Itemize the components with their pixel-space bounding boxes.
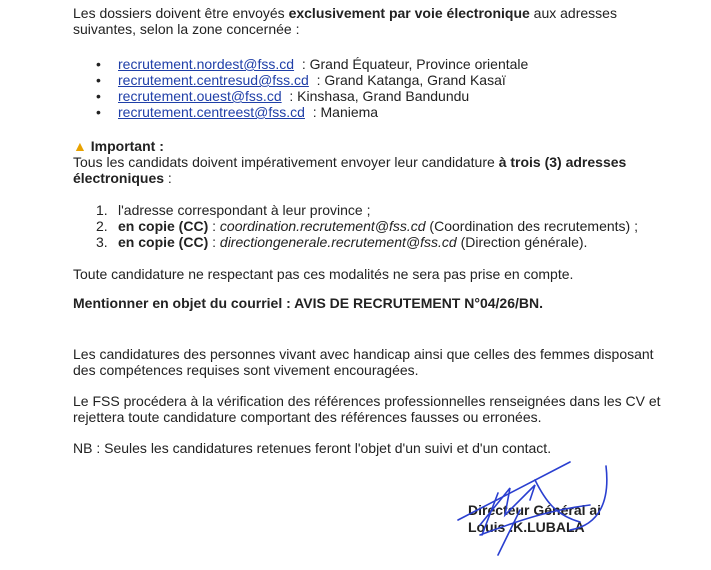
- warning-icon: ▲: [73, 138, 87, 154]
- step-item: en copie (CC) : coordination.recrutement@fss.cd (Coordination des recrutements) ;: [118, 218, 638, 234]
- email-link[interactable]: recrutement.centresud@fss.cd: [118, 72, 309, 88]
- nb-text: NB : Seules les candidatures retenues feront l'objet d'un suivi et d'un contact.: [73, 440, 552, 456]
- email-link[interactable]: recrutement.centreest@fss.cd: [118, 104, 305, 120]
- handicap-line-2: des compétences requises sont vivement encouragées.: [73, 362, 419, 378]
- email-link[interactable]: recrutement.ouest@fss.cd: [118, 88, 282, 104]
- important-heading: ▲ Important :: [73, 138, 164, 154]
- list-item: recrutement.ouest@fss.cd : Kinshasa, Grand Bandundu: [118, 88, 470, 104]
- intro-line-2: suivantes, selon la zone concernée :: [73, 21, 300, 37]
- verif-line-1: Le FSS procédera à la vérification des références professionnelles renseignées dans les CV et: [73, 393, 661, 409]
- signatory-title: Directeur Général ai: [468, 502, 602, 518]
- step-number: 1.: [96, 202, 108, 218]
- handicap-line-1: Les candidatures des personnes vivant avec handicap ainsi que celles des femmes disposant: [73, 346, 654, 362]
- bullet: •: [96, 88, 101, 104]
- subject-text: Mentionner en objet du courriel : AVIS DE RECRUTEMENT N°04/26/BN.: [73, 295, 543, 311]
- list-item: recrutement.nordest@fss.cd : Grand Équateur, Province orientale: [118, 56, 529, 72]
- step-item: l'adresse correspondant à leur province ;: [118, 202, 371, 218]
- step-item: en copie (CC) : directiongenerale.recrutement@fss.cd (Direction générale).: [118, 234, 588, 250]
- list-item: recrutement.centresud@fss.cd : Grand Katanga, Grand Kasaï: [118, 72, 506, 88]
- bullet: •: [96, 56, 101, 72]
- bullet: •: [96, 72, 101, 88]
- list-item: recrutement.centreest@fss.cd : Maniema: [118, 104, 379, 120]
- important-line-1: Tous les candidats doivent impérativement envoyer leur candidature à trois (3) adresses: [73, 154, 627, 170]
- email-link[interactable]: recrutement.nordest@fss.cd: [118, 56, 295, 72]
- rule-text: Toute candidature ne respectant pas ces modalités ne sera pas prise en compte.: [73, 266, 574, 282]
- important-line-2: électroniques :: [73, 170, 172, 186]
- step-number: 3.: [96, 234, 108, 250]
- bullet: •: [96, 104, 101, 120]
- verif-line-2: rejettera toute candidature comportant des références fausses ou erronées.: [73, 409, 542, 425]
- step-number: 2.: [96, 218, 108, 234]
- signatory-name: Louis .K.LUBALA: [468, 519, 585, 535]
- intro-line-1: Les dossiers doivent être envoyés exclusivement par voie électronique aux adresses: [73, 5, 617, 21]
